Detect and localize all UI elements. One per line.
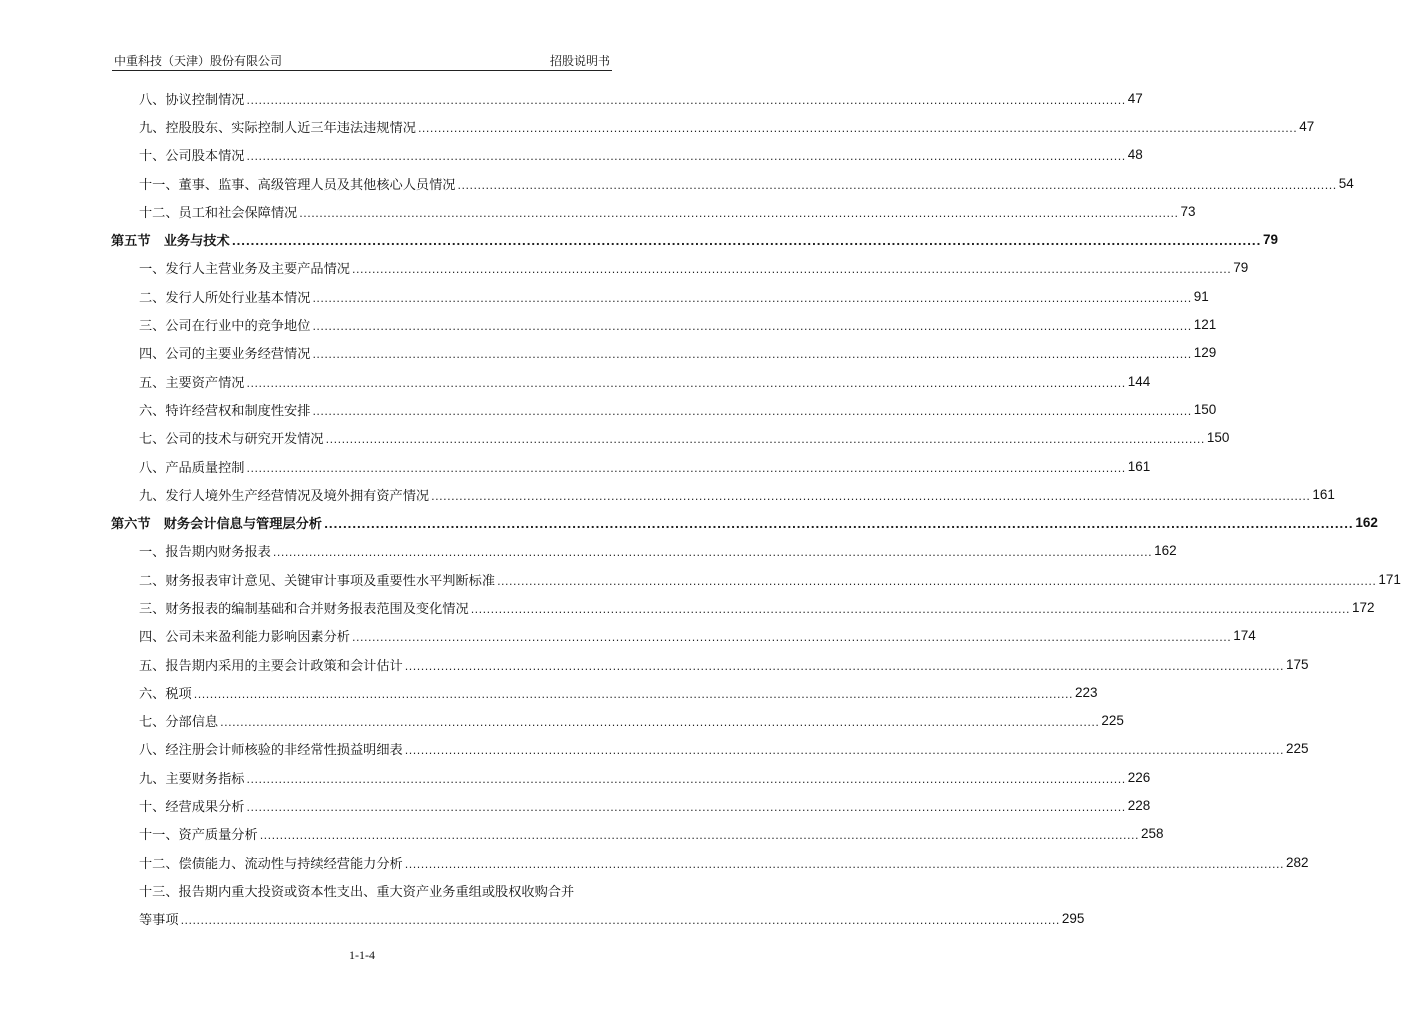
toc-entry-page: 282 [1286, 854, 1309, 870]
toc-entry-page: 129 [1193, 345, 1217, 361]
toc-entry-title: 十一、董事、监事、高级管理人员及其他核心人员情况 [139, 177, 456, 193]
toc-section-entry[interactable] [111, 141, 1143, 169]
toc-entry-title: 三、公司在行业中的竞争地位 [139, 319, 311, 335]
toc-entry-title: 一、发行人主营业务及主要产品情况 [139, 262, 350, 278]
toc-leader-dots: ............................................................................................................................................................................................................................ [417, 121, 1298, 135]
toc-leader-dots: ............................................................................................................................................................................................................................ [259, 829, 1139, 843]
toc-leader-dots: ............................................................................................................................................................................................................................ [312, 291, 1192, 305]
toc-section-entry[interactable] [111, 480, 1335, 508]
toc-entry-page: 174 [1233, 628, 1256, 644]
toc-entry-title: 五、主要资产情况 [139, 375, 245, 391]
toc-entry-title: 五、报告期内采用的主要会计政策和会计估计 [139, 658, 403, 674]
toc-entry-page: 223 [1075, 684, 1098, 700]
toc-section-entry[interactable] [111, 565, 1401, 593]
toc-entry-page: 47 [1299, 118, 1315, 134]
toc-entry-title: 十、公司股本情况 [139, 149, 245, 165]
toc-entry-page: 91 [1193, 288, 1209, 304]
toc-section-entry[interactable] [111, 622, 1256, 650]
toc-entry-page: 162 [1154, 543, 1177, 559]
toc-leader-dots: ............................................................................................................................................................................................................................ [180, 914, 1060, 928]
toc-section-entry-wrapped-line1[interactable]: 十三、报告期内重大投资或资本性支出、重大资产业务重组或股权收购合并 [139, 884, 575, 900]
toc-leader-dots: ............................................................................................................................................................................................................................ [404, 857, 1284, 871]
header-company-name: 中重科技（天津）股份有限公司 [114, 54, 283, 68]
toc-leader-dots: ............................................................................................................................................................................................................................ [231, 235, 1262, 249]
toc-entry-title: 九、发行人境外生产经营情况及境外拥有资产情况 [139, 488, 430, 504]
toc-leader-dots: ............................................................................................................................................................................................................................ [246, 772, 1126, 786]
toc-entry-page: 79 [1263, 232, 1279, 248]
toc-entry-title: 四、公司未来盈利能力影响因素分析 [139, 630, 350, 646]
toc-entry-title: 二、发行人所处行业基本情况 [139, 290, 311, 306]
toc-section-entry[interactable] [111, 791, 1151, 819]
toc-entry-title: 十一、资产质量分析 [139, 828, 258, 844]
toc-section-entry[interactable] [111, 339, 1217, 367]
toc-entry-title: 第五节 业务与技术 [111, 234, 230, 250]
toc-section-entry[interactable] [111, 197, 1196, 225]
toc-chapter-entry[interactable] [111, 225, 1279, 253]
toc-entry-page: 162 [1355, 515, 1378, 531]
toc-entry-title: 一、报告期内财务报表 [139, 545, 271, 561]
toc-leader-dots: ............................................................................................................................................................................................................................ [312, 348, 1192, 362]
toc-section-entry[interactable] [111, 650, 1309, 678]
toc-entry-title: 四、公司的主要业务经营情况 [139, 347, 311, 363]
toc-entry-title: 第六节 财务会计信息与管理层分析 [111, 517, 322, 533]
toc-entry-title: 六、税项 [139, 686, 192, 702]
toc-leader-dots: ............................................................................................................................................................................................................................ [352, 631, 1232, 645]
toc-entry-page: 226 [1127, 769, 1151, 785]
toc-entry-title: 三、财务报表的编制基础和合并财务报表范围及变化情况 [139, 601, 469, 617]
toc-section-entry[interactable] [111, 84, 1143, 112]
toc-entry-page: 258 [1140, 826, 1164, 842]
toc-chapter-entry[interactable] [111, 508, 1378, 536]
toc-leader-dots: ............................................................................................................................................................................................................................ [246, 461, 1126, 475]
toc-leader-dots: ............................................................................................................................................................................................................................ [246, 376, 1126, 390]
toc-entry-page: 54 [1338, 175, 1354, 191]
toc-section-entry[interactable] [111, 537, 1177, 565]
toc-entry-page: 79 [1233, 260, 1249, 276]
toc-entry-page: 171 [1378, 571, 1401, 587]
toc-entry-page: 150 [1193, 401, 1217, 417]
toc-leader-dots: ............................................................................................................................................................................................................................ [324, 518, 1354, 532]
toc-entry-page: 150 [1206, 430, 1230, 446]
toc-entry-page: 228 [1127, 798, 1151, 814]
toc-section-entry[interactable] [111, 763, 1151, 791]
toc-entry-page: 225 [1286, 741, 1309, 757]
toc-entry-title: 七、公司的技术与研究开发情况 [139, 432, 324, 448]
toc-entry-page: 161 [1312, 486, 1335, 502]
toc-section-entry[interactable] [111, 112, 1315, 140]
toc-section-entry[interactable] [111, 395, 1217, 423]
toc-section-entry-wrapped-line2[interactable] [111, 905, 1085, 933]
page-number: 1-1-4 [349, 948, 375, 962]
toc-entry-page: 73 [1180, 203, 1196, 219]
toc-leader-dots: ............................................................................................................................................................................................................................ [470, 602, 1350, 616]
toc-leader-dots: ............................................................................................................................................................................................................................ [272, 546, 1153, 560]
toc-section-entry[interactable] [111, 282, 1209, 310]
toc-entry-title: 九、主要财务指标 [139, 771, 245, 787]
toc-leader-dots: ............................................................................................................................................................................................................................ [404, 744, 1284, 758]
toc-entry-page: 144 [1127, 373, 1151, 389]
toc-entry-title: 十二、偿债能力、流动性与持续经营能力分析 [139, 856, 403, 872]
toc-section-entry[interactable] [111, 424, 1230, 452]
toc-leader-dots: ............................................................................................................................................................................................................................ [497, 574, 1377, 588]
toc-section-entry[interactable] [111, 452, 1151, 480]
toc-section-entry[interactable] [111, 820, 1164, 848]
toc-leader-dots: ............................................................................................................................................................................................................................ [193, 687, 1073, 701]
toc-leader-dots: ............................................................................................................................................................................................................................ [404, 659, 1284, 673]
header-document-type: 招股说明书 [549, 54, 610, 68]
toc-section-entry[interactable] [111, 678, 1098, 706]
toc-leader-dots: ............................................................................................................................................................................................................................ [457, 178, 1337, 192]
toc-entry-title: 八、协议控制情况 [139, 92, 245, 108]
toc-section-entry[interactable] [111, 735, 1309, 763]
toc-leader-dots: ............................................................................................................................................................................................................................ [220, 716, 1100, 730]
page-header [112, 50, 612, 71]
toc-section-entry[interactable] [111, 593, 1375, 621]
toc-entry-page: 295 [1061, 911, 1085, 927]
toc-entry-title: 等事项 [139, 913, 179, 929]
toc-section-entry[interactable] [111, 367, 1151, 395]
toc-leader-dots: ............................................................................................................................................................................................................................ [299, 206, 1179, 220]
toc-leader-dots: ............................................................................................................................................................................................................................ [246, 93, 1126, 107]
toc-entry-title: 二、财务报表审计意见、关键审计事项及重要性水平判断标准 [139, 573, 496, 589]
toc-leader-dots: ............................................................................................................................................................................................................................ [352, 263, 1232, 277]
toc-entry-title: 七、分部信息 [139, 715, 219, 731]
toc-entry-page: 225 [1101, 713, 1124, 729]
toc-entry-page: 47 [1127, 90, 1143, 106]
toc-entry-page: 175 [1286, 656, 1309, 672]
toc-section-entry[interactable] [111, 254, 1249, 282]
table-of-contents [111, 84, 1401, 933]
toc-entry-title: 八、经注册会计师核验的非经常性损益明细表 [139, 743, 403, 759]
toc-entry-title: 九、控股股东、实际控制人近三年违法违规情况 [139, 120, 416, 136]
toc-leader-dots: ............................................................................................................................................................................................................................ [312, 404, 1192, 418]
toc-entry-title: 八、产品质量控制 [139, 460, 245, 476]
toc-leader-dots: ............................................................................................................................................................................................................................ [431, 489, 1311, 503]
toc-entry-page: 48 [1127, 147, 1143, 163]
toc-leader-dots: ............................................................................................................................................................................................................................ [325, 433, 1205, 447]
toc-section-entry[interactable] [111, 169, 1354, 197]
toc-entry-title: 十二、员工和社会保障情况 [139, 205, 298, 221]
toc-section-entry[interactable] [111, 310, 1217, 338]
toc-leader-dots: ............................................................................................................................................................................................................................ [312, 320, 1192, 334]
toc-entry-page: 161 [1127, 458, 1151, 474]
toc-section-entry[interactable] [111, 848, 1309, 876]
toc-leader-dots: ............................................................................................................................................................................................................................ [246, 801, 1126, 815]
toc-entry-title: 十、经营成果分析 [139, 800, 245, 816]
toc-leader-dots: ............................................................................................................................................................................................................................ [246, 150, 1126, 164]
toc-entry-page: 172 [1351, 599, 1375, 615]
toc-section-entry[interactable] [111, 707, 1124, 735]
toc-entry-page: 121 [1193, 317, 1217, 333]
toc-entry-title: 六、特许经营权和制度性安排 [139, 403, 311, 419]
